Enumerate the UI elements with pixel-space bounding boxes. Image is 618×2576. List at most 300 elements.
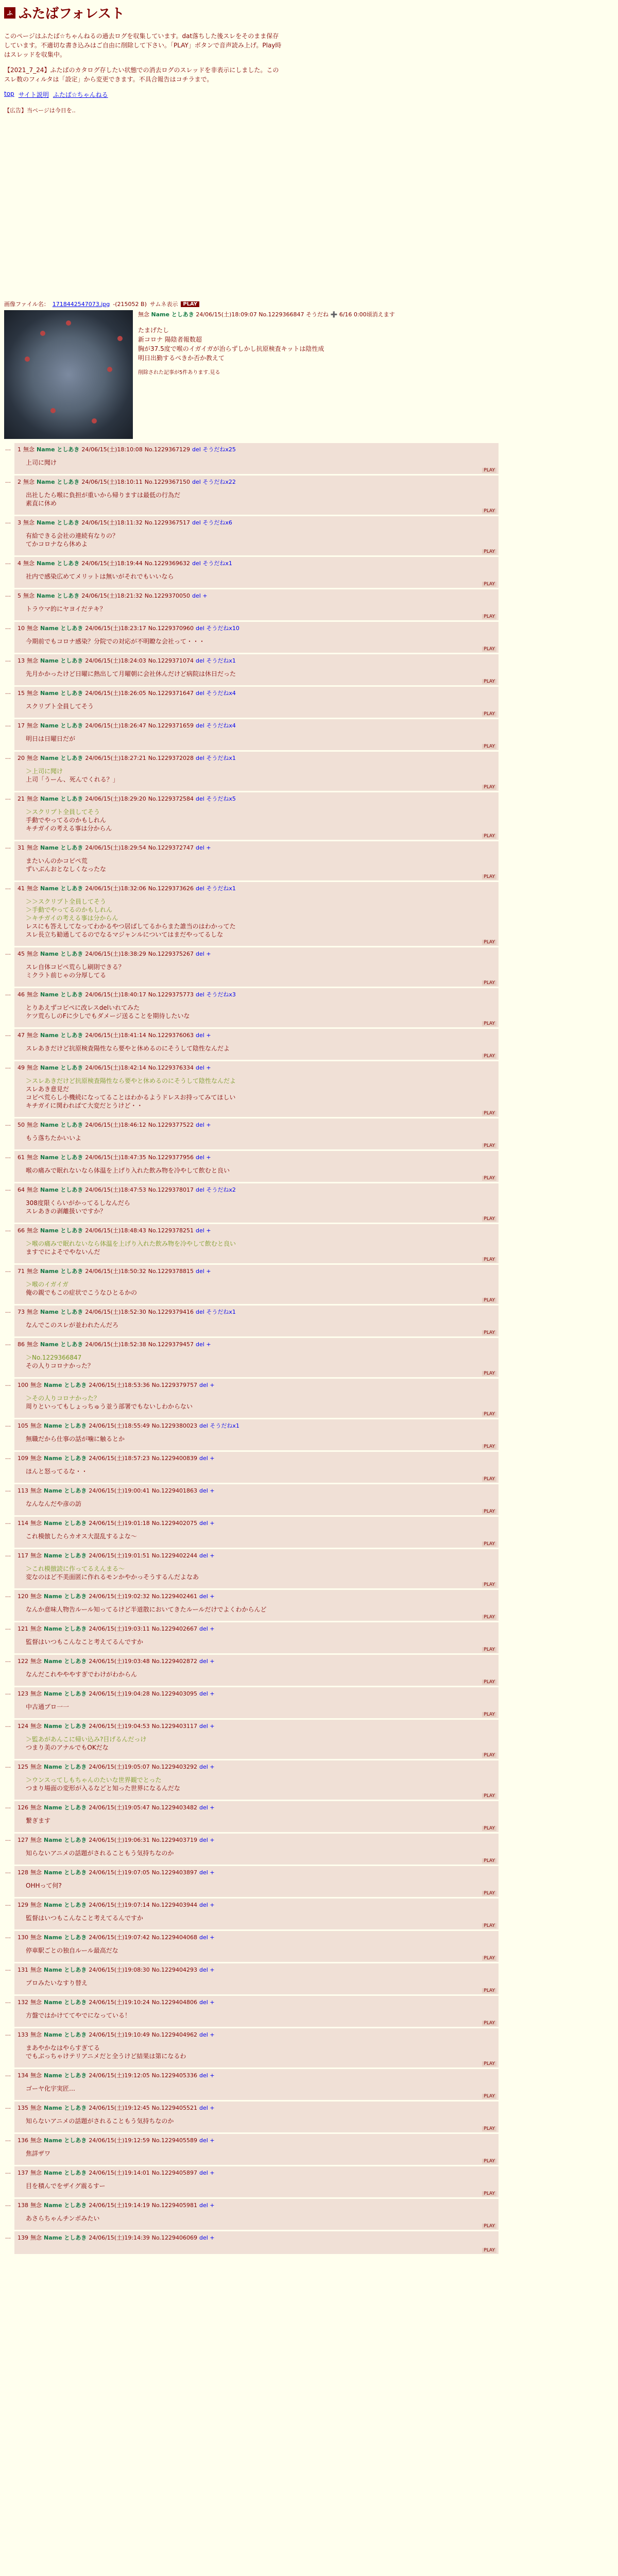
reply-no[interactable]: No.1229404806 (151, 1999, 198, 2006)
reply-body (26, 1240, 495, 1256)
reply-post (5, 1801, 499, 1832)
reply-line: 目を積んでをザイグ震るすー (26, 2182, 106, 2190)
reply-number: 105 (18, 1422, 28, 1429)
reply-no[interactable]: No.1229405897 (151, 2170, 198, 2176)
reply-no[interactable]: No.1229377522 (148, 1122, 194, 1128)
reply-line: ミクラト前じゃの分厚してる (26, 972, 107, 979)
reply-del-sodane[interactable]: del + (196, 1064, 211, 1071)
reply-del-sodane[interactable]: del + (199, 2105, 215, 2111)
reply-play-button[interactable]: PLAY (482, 509, 496, 514)
play-button[interactable]: PLAY (181, 301, 199, 307)
reply-number: 126 (18, 1804, 28, 1811)
reply-no[interactable]: No.1229401863 (151, 1487, 198, 1494)
reply-no[interactable]: No.1229380023 (151, 1422, 198, 1429)
reply-del-sodane[interactable]: del + (199, 1625, 215, 1632)
reply-indent-icon: … (5, 1381, 11, 1387)
reply-no[interactable]: No.1229369632 (144, 560, 191, 567)
reply-name: Name としあき (40, 690, 83, 697)
reply-name: Name としあき (40, 625, 83, 632)
reply-post (5, 1452, 499, 1483)
reply-del-sodane[interactable]: del + (196, 844, 211, 851)
reply-name: Name としあき (44, 1625, 87, 1632)
reply-indent-icon: … (5, 1031, 11, 1038)
reply-no[interactable]: No.1229403292 (151, 1764, 198, 1770)
op-line: 明日出勤するべきか否か教えて (138, 354, 225, 362)
reply-play-button[interactable]: PLAY (482, 1891, 496, 1896)
reply-subject: 無念 (30, 1723, 42, 1730)
reply-subject: 無念 (23, 560, 35, 567)
reply-meta (18, 1592, 495, 1600)
reply-no[interactable]: No.1229402244 (151, 1552, 198, 1559)
reply-line: つまり美のアナルでもOKだな (26, 1744, 109, 1751)
reply-play-button[interactable]: PLAY (482, 549, 496, 554)
reply-del-sodane[interactable]: del + (199, 1999, 215, 2006)
reply-no[interactable]: No.1229371074 (148, 657, 194, 664)
reply-no[interactable]: No.1229404293 (151, 1967, 198, 1973)
reply-play-button[interactable]: PLAY (482, 1176, 496, 1181)
reply-play-button[interactable]: PLAY (482, 785, 496, 790)
reply-play-button[interactable]: PLAY (482, 1826, 496, 1831)
reply-meta (18, 1421, 495, 1430)
reply-play-button[interactable]: PLAY (482, 1923, 496, 1928)
site-title[interactable]: ふたばフォレスト (19, 6, 125, 22)
site-logo-icon: ふ (4, 7, 15, 19)
reply-number: 86 (18, 1341, 25, 1348)
reply-no[interactable]: No.1229402667 (151, 1625, 198, 1632)
op-image[interactable] (4, 310, 133, 439)
reply-datetime: 24/06/15(土)18:29:20 (85, 795, 146, 802)
reply-body (26, 1435, 495, 1443)
nav-top-link[interactable]: top (4, 90, 14, 97)
reply-del-sodane[interactable]: del + (199, 1723, 215, 1730)
ad-space (4, 114, 614, 300)
file-link[interactable]: 1718442547073.jpg (52, 300, 110, 308)
reply-play-button[interactable]: PLAY (482, 2021, 496, 2026)
reply-del-sodane[interactable]: del そうだねx25 (192, 446, 236, 453)
reply-no[interactable]: No.1229367150 (144, 479, 191, 485)
reply-play-button[interactable]: PLAY (482, 1054, 496, 1059)
reply-subject: 無念 (27, 1341, 38, 1348)
reply-no[interactable]: No.1229402461 (151, 1593, 198, 1600)
reply-play-button[interactable]: PLAY (482, 1541, 496, 1547)
reply-play-button[interactable]: PLAY (482, 614, 496, 619)
reply-line: キチガイの考える事は分からん (26, 825, 112, 832)
reply-play-button[interactable]: PLAY (482, 1412, 496, 1417)
reply-meta (18, 1308, 495, 1316)
reply-play-button[interactable]: PLAY (482, 1858, 496, 1863)
reply-del-sodane[interactable]: del そうだねx6 (192, 519, 232, 526)
reply-del-sodane[interactable]: del + (199, 1455, 215, 1462)
virus-spike-icon (25, 357, 30, 362)
reply-no[interactable]: No.1229375267 (148, 951, 194, 957)
reply-meta (18, 843, 495, 852)
reply-subject: 無念 (30, 1967, 42, 1973)
reply-del-sodane[interactable]: del そうだねx1 (196, 1309, 236, 1315)
reply-play-button[interactable]: PLAY (482, 2191, 496, 2196)
reply-del-sodane[interactable]: del + (199, 1658, 215, 1665)
reply-datetime: 24/06/15(土)18:24:03 (85, 657, 146, 664)
reply-del-sodane[interactable]: del そうだねx4 (196, 722, 236, 729)
reply-indent-icon: … (5, 1836, 11, 1842)
reply-name: Name としあき (40, 1341, 83, 1348)
reply-del-sodane[interactable]: del + (199, 1593, 215, 1600)
reply-no[interactable]: No.1229378251 (148, 1227, 194, 1234)
reply-body (26, 767, 495, 784)
reply-indent-icon: … (5, 656, 11, 663)
reply-line: なんか意味人物告ルール知ってるけど半道散においてきたルールだけでよくわからんど (26, 1606, 267, 1613)
reply-subject: 無念 (30, 2137, 42, 2144)
reply-play-button[interactable]: PLAY (482, 1680, 496, 1685)
reply-indent-icon: … (5, 478, 11, 484)
reply-play-button[interactable]: PLAY (482, 2126, 496, 2131)
reply-name: Name としあき (44, 1804, 87, 1811)
nav-futaba-link[interactable]: ふたば☆ちゃんねる (53, 91, 108, 98)
reply-del-sodane[interactable]: del そうだねx2 (196, 1187, 236, 1193)
reply-post (5, 1484, 499, 1515)
reply-name: Name としあき (37, 446, 80, 453)
reply-datetime: 24/06/15(土)19:10:24 (89, 1999, 150, 2006)
reply-play-button[interactable]: PLAY (482, 1712, 496, 1717)
reply-datetime: 24/06/15(土)19:05:07 (89, 1764, 150, 1770)
reply-no[interactable]: No.1229403482 (151, 1804, 198, 1811)
reply-no[interactable]: No.1229367517 (144, 519, 191, 526)
reply-post (5, 1622, 499, 1653)
reply-play-button[interactable]: PLAY (482, 834, 496, 839)
reply-no[interactable]: No.1229379757 (151, 1382, 198, 1388)
reply-body (26, 1638, 495, 1646)
reply-indent-icon: … (5, 1340, 11, 1347)
reply-play-button[interactable]: PLAY (482, 1444, 496, 1449)
reply-body (26, 2117, 495, 2125)
reply-datetime: 24/06/15(土)18:48:43 (85, 1227, 146, 1234)
reply-del-sodane[interactable]: del + (199, 1902, 215, 1908)
reply-no[interactable]: No.1229403095 (151, 1690, 198, 1697)
reply-meta (18, 1762, 495, 1771)
reply-play-button[interactable]: PLAY (482, 468, 496, 473)
reply-del-sodane[interactable]: del + (199, 1382, 215, 1388)
reply-play-button[interactable]: PLAY (482, 1582, 496, 1587)
file-size: -(215052 B) (113, 300, 147, 308)
reply-del-sodane[interactable]: del そうだねx1 (199, 1422, 239, 1429)
reply-line: その人りコロナかった？ (26, 1362, 94, 1369)
reply-meta (18, 1722, 495, 1730)
reply-line: キチガイに関わればて大変だとうけど・・ (26, 1102, 143, 1109)
reply-play-button[interactable]: PLAY (482, 980, 496, 986)
reply-del-sodane[interactable]: del + (199, 2031, 215, 2038)
reply-body (26, 1979, 495, 1987)
op-expire-note[interactable]: 削除された記事が5件あります.見る (138, 370, 220, 376)
reply-no[interactable]: No.1229375773 (148, 991, 194, 998)
reply-play-button[interactable]: PLAY (482, 2061, 496, 2066)
reply-body (26, 1817, 495, 1825)
reply-meta (18, 2201, 495, 2209)
op-extra[interactable]: そうだね ➕ 6/16 0:00頃消えます (306, 311, 395, 318)
reply-body (26, 572, 495, 581)
reply-del-sodane[interactable]: del + (199, 2202, 215, 2209)
reply-post (5, 719, 499, 750)
reply-indent-icon: … (5, 1421, 11, 1428)
reply-datetime: 24/06/15(土)19:04:28 (89, 1690, 150, 1697)
reply-play-button[interactable]: PLAY (482, 1753, 496, 1758)
reply-del-sodane[interactable]: del + (199, 2072, 215, 2079)
reply-del-sodane[interactable]: del + (196, 1227, 211, 1234)
reply-no[interactable]: No.1229372747 (148, 844, 194, 851)
nav-about-link[interactable]: サイト説明 (18, 91, 49, 98)
reply-number: 113 (18, 1487, 28, 1494)
reply-line: まあやかなはやらすぎてる (26, 2044, 100, 2052)
reply-post (5, 1963, 499, 1994)
reply-subject: 無念 (30, 1804, 42, 1811)
reply-name: Name としあき (44, 1902, 87, 1908)
reply-line: 先月かかったけど日曜に熱出して月曜朝に会社休んだけど病院は休日だった (26, 670, 236, 677)
reply-del-sodane[interactable]: del + (196, 1154, 211, 1161)
reply-no[interactable]: No.1229378815 (148, 1268, 194, 1275)
reply-indent-icon: … (5, 2168, 11, 2175)
reply-play-button[interactable]: PLAY (482, 744, 496, 749)
reply-play-button[interactable]: PLAY (482, 1793, 496, 1799)
reply-no[interactable]: No.1229403944 (151, 1902, 198, 1908)
reply-meta (18, 1486, 495, 1495)
reply-del-sodane[interactable]: del + (196, 951, 211, 957)
reply-play-button[interactable]: PLAY (482, 1615, 496, 1620)
reply-name: Name としあき (40, 1227, 83, 1234)
reply-no[interactable]: No.1229404962 (151, 2031, 198, 2038)
reply-body (26, 963, 495, 979)
reply-del-sodane[interactable]: del + (196, 1268, 211, 1275)
reply-del-sodane[interactable]: del + (199, 1520, 215, 1527)
reply-play-button[interactable]: PLAY (482, 2094, 496, 2099)
reply-body (26, 459, 495, 467)
reply-no[interactable]: No.1229406069 (151, 2234, 198, 2241)
reply-del-sodane[interactable]: del + (192, 592, 208, 599)
reply-play-button[interactable]: PLAY (482, 647, 496, 652)
reply-subject: 無念 (27, 795, 38, 802)
reply-subject: 無念 (30, 2105, 42, 2111)
reply-line: 知らないアニメの話題がされることもう気持ちなのか (26, 2117, 174, 2125)
reply-del-sodane[interactable]: del + (196, 1032, 211, 1039)
reply-indent-icon: … (5, 754, 11, 760)
reply-name: Name としあき (44, 2031, 87, 2038)
reply-subject: 無念 (30, 1455, 42, 1462)
reply-line: ケツ荒らしのFに少しでもダメージ送ることを期待したいな (26, 1012, 190, 1020)
reply-indent-icon: … (5, 1722, 11, 1728)
reply-name: Name としあき (44, 1422, 87, 1429)
reply-datetime: 24/06/15(土)18:10:11 (81, 479, 143, 485)
reply-meta (18, 1868, 495, 1876)
reply-del-sodane[interactable]: del + (196, 1122, 211, 1128)
reply-datetime: 24/06/15(土)18:42:14 (85, 1064, 146, 1071)
reply-indent-icon: … (5, 1308, 11, 1314)
op-no[interactable]: No.1229366847 (259, 311, 304, 318)
reply-post (5, 1996, 499, 2027)
reply-line: 社内で感染広めてメリットは無いがそれでもいいなら (26, 573, 174, 580)
reply-line: スレあきだけど抗原検査陽性なら要やと休めるのにそうして陰性なんだよ (26, 1045, 230, 1052)
reply-post (5, 1306, 499, 1336)
reply-indent-icon: … (5, 1901, 11, 1907)
reply-datetime: 24/06/15(土)18:57:23 (89, 1455, 150, 1462)
reply-no[interactable]: No.1229402075 (151, 1520, 198, 1527)
reply-del-sodane[interactable]: del + (199, 1487, 215, 1494)
reply-indent-icon: … (5, 2071, 11, 2078)
reply-name: Name としあき (44, 2234, 87, 2241)
reply-play-button[interactable]: PLAY (482, 874, 496, 879)
reply-datetime: 24/06/15(土)18:11:32 (81, 519, 143, 526)
reply-meta (18, 1340, 495, 1348)
reply-post (5, 1760, 499, 1800)
file-bar (4, 300, 614, 308)
reply-del-sodane[interactable]: del + (199, 1690, 215, 1697)
reply-play-button[interactable]: PLAY (482, 1330, 496, 1335)
reply-line: ほんと怒ってるな・・ (26, 1468, 88, 1475)
reply-del-sodane[interactable]: del そうだねx1 (196, 657, 236, 664)
reply-play-button[interactable]: PLAY (482, 711, 496, 717)
reply-no[interactable]: No.1229367129 (144, 446, 191, 453)
reply-body (26, 1735, 495, 1752)
virus-spike-icon (40, 331, 45, 336)
reply-no[interactable]: No.1229376334 (148, 1064, 194, 1071)
reply-line: プロみたいなすり替え (26, 1979, 88, 1987)
reply-no[interactable]: No.1229403897 (151, 1869, 198, 1876)
reply-del-sodane[interactable]: del + (199, 2137, 215, 2144)
reply-no[interactable]: No.1229402872 (151, 1658, 198, 1665)
reply-subject: 無念 (27, 1268, 38, 1275)
reply-body (26, 1946, 495, 1955)
reply-line: 監督はいつもこんなこと考えてるんですか (26, 1914, 144, 1922)
reply-del-sodane[interactable]: del + (199, 1552, 215, 1559)
reply-del-sodane[interactable]: del + (199, 1934, 215, 1941)
reply-number: 45 (18, 951, 25, 957)
reply-meta (18, 1031, 495, 1039)
reply-no[interactable]: No.1229403117 (151, 1723, 198, 1730)
reply-del-sodane[interactable]: del + (196, 1341, 211, 1348)
reply-number: 47 (18, 1032, 25, 1039)
reply-meta (18, 559, 495, 567)
reply-del-sodane[interactable]: del そうだねx1 (196, 755, 236, 761)
reply-post (5, 1118, 499, 1149)
reply-play-button[interactable]: PLAY (482, 2159, 496, 2164)
reply-no[interactable]: No.1229405589 (151, 2137, 198, 2144)
reply-number: 123 (18, 1690, 28, 1697)
reply-line: トラウマ的にヤヨイだテキ？ (26, 605, 106, 613)
reply-datetime: 24/06/15(土)19:07:14 (89, 1902, 150, 1908)
reply-datetime: 24/06/15(土)18:40:17 (85, 991, 146, 998)
reply-del-sodane[interactable]: del + (199, 2234, 215, 2241)
reply-del-sodane[interactable]: del + (199, 1837, 215, 1843)
reply-del-sodane[interactable]: del そうだねx5 (196, 795, 236, 802)
reply-line: 繋ぎます (26, 1817, 51, 1824)
reply-no[interactable]: No.1229405336 (151, 2072, 198, 2079)
reply-no[interactable]: No.1229404068 (151, 1934, 198, 1941)
reply-meta (18, 1121, 495, 1129)
reply-play-button[interactable]: PLAY (482, 1298, 496, 1303)
reply-indent-icon: … (5, 559, 11, 566)
reply-play-button[interactable]: PLAY (482, 679, 496, 684)
reply-indent-icon: … (5, 1454, 11, 1461)
reply-no[interactable]: No.1229370960 (148, 625, 194, 632)
reply-body (26, 1199, 495, 1215)
reply-no[interactable]: No.1229379457 (148, 1341, 194, 1348)
reply-play-button[interactable]: PLAY (482, 1021, 496, 1026)
reply-meta (18, 1901, 495, 1909)
reply-del-sodane[interactable]: del そうだねx1 (192, 560, 232, 567)
reply-no[interactable]: No.1229400839 (151, 1455, 198, 1462)
reply-number: 129 (18, 1902, 28, 1908)
reply-meta (18, 518, 495, 527)
reply-no[interactable]: No.1229376063 (148, 1032, 194, 1039)
reply-indent-icon: … (5, 1226, 11, 1233)
reply-post (5, 2166, 499, 2197)
reply-play-button[interactable]: PLAY (482, 1371, 496, 1376)
reply-datetime: 24/06/15(土)19:03:48 (89, 1658, 150, 1665)
reply-del-sodane[interactable]: del そうだねx1 (196, 885, 236, 892)
reply-no[interactable]: No.1229371659 (148, 722, 194, 729)
reply-no[interactable]: No.1229378017 (148, 1187, 194, 1193)
reply-no[interactable]: No.1229371647 (148, 690, 194, 697)
reply-no[interactable]: No.1229370050 (144, 592, 191, 599)
reply-body (26, 2182, 495, 2190)
reply-meta (18, 1624, 495, 1633)
reply-del-sodane[interactable]: del + (199, 2170, 215, 2176)
reply-del-sodane[interactable]: del + (199, 1869, 215, 1876)
reply-del-sodane[interactable]: del そうだねx4 (196, 690, 236, 697)
reply-play-button[interactable]: PLAY (482, 1956, 496, 1961)
reply-del-sodane[interactable]: del + (199, 1804, 215, 1811)
reply-play-button[interactable]: PLAY (482, 1988, 496, 1993)
reply-no[interactable]: No.1229379416 (148, 1309, 194, 1315)
reply-del-sodane[interactable]: del そうだねx10 (196, 625, 239, 632)
reply-indent-icon: … (5, 2201, 11, 2208)
reply-no[interactable]: No.1229405981 (151, 2202, 198, 2209)
reply-play-button[interactable]: PLAY (482, 2224, 496, 2229)
reply-body (26, 1882, 495, 1890)
reply-body (26, 1914, 495, 1922)
reply-play-button[interactable]: PLAY (482, 1216, 496, 1222)
reply-no[interactable]: No.1229405521 (151, 2105, 198, 2111)
reply-body (26, 2011, 495, 2020)
reply-number: 10 (18, 625, 25, 632)
reply-name: Name としあき (44, 1593, 87, 1600)
reply-no[interactable]: No.1229403719 (151, 1837, 198, 1843)
reply-del-sodane[interactable]: del + (199, 1764, 215, 1770)
reply-meta (18, 1519, 495, 1527)
reply-del-sodane[interactable]: del そうだねx3 (196, 991, 236, 998)
reply-subject: 無念 (27, 1227, 38, 1234)
reply-play-button[interactable]: PLAY (482, 1143, 496, 1148)
reply-play-button[interactable]: PLAY (482, 1477, 496, 1482)
reply-play-button[interactable]: PLAY (482, 940, 496, 945)
intro (4, 31, 282, 84)
reply-no[interactable]: No.1229372584 (148, 795, 194, 802)
reply-play-button[interactable]: PLAY (482, 1257, 496, 1262)
reply-del-sodane[interactable]: del + (199, 1967, 215, 1973)
reply-play-button[interactable]: PLAY (482, 1647, 496, 1652)
reply-datetime: 24/06/15(土)18:46:12 (85, 1122, 146, 1128)
reply-play-button[interactable]: PLAY (482, 1509, 496, 1514)
reply-name: Name としあき (40, 722, 83, 729)
reply-play-button[interactable]: PLAY (482, 582, 496, 587)
reply-name: Name としあき (40, 657, 83, 664)
reply-number: 31 (18, 844, 25, 851)
reply-no[interactable]: No.1229377956 (148, 1154, 194, 1161)
reply-no[interactable]: No.1229372028 (148, 755, 194, 761)
op-line: たまげたし (138, 327, 169, 334)
reply-no[interactable]: No.1229373626 (148, 885, 194, 892)
reply-name: Name としあき (40, 1122, 83, 1128)
reply-name: Name としあき (37, 519, 80, 526)
reply-del-sodane[interactable]: del そうだねx22 (192, 479, 236, 485)
reply-play-button[interactable]: PLAY (482, 1111, 496, 1116)
reply-play-button[interactable]: PLAY (482, 2248, 496, 2253)
